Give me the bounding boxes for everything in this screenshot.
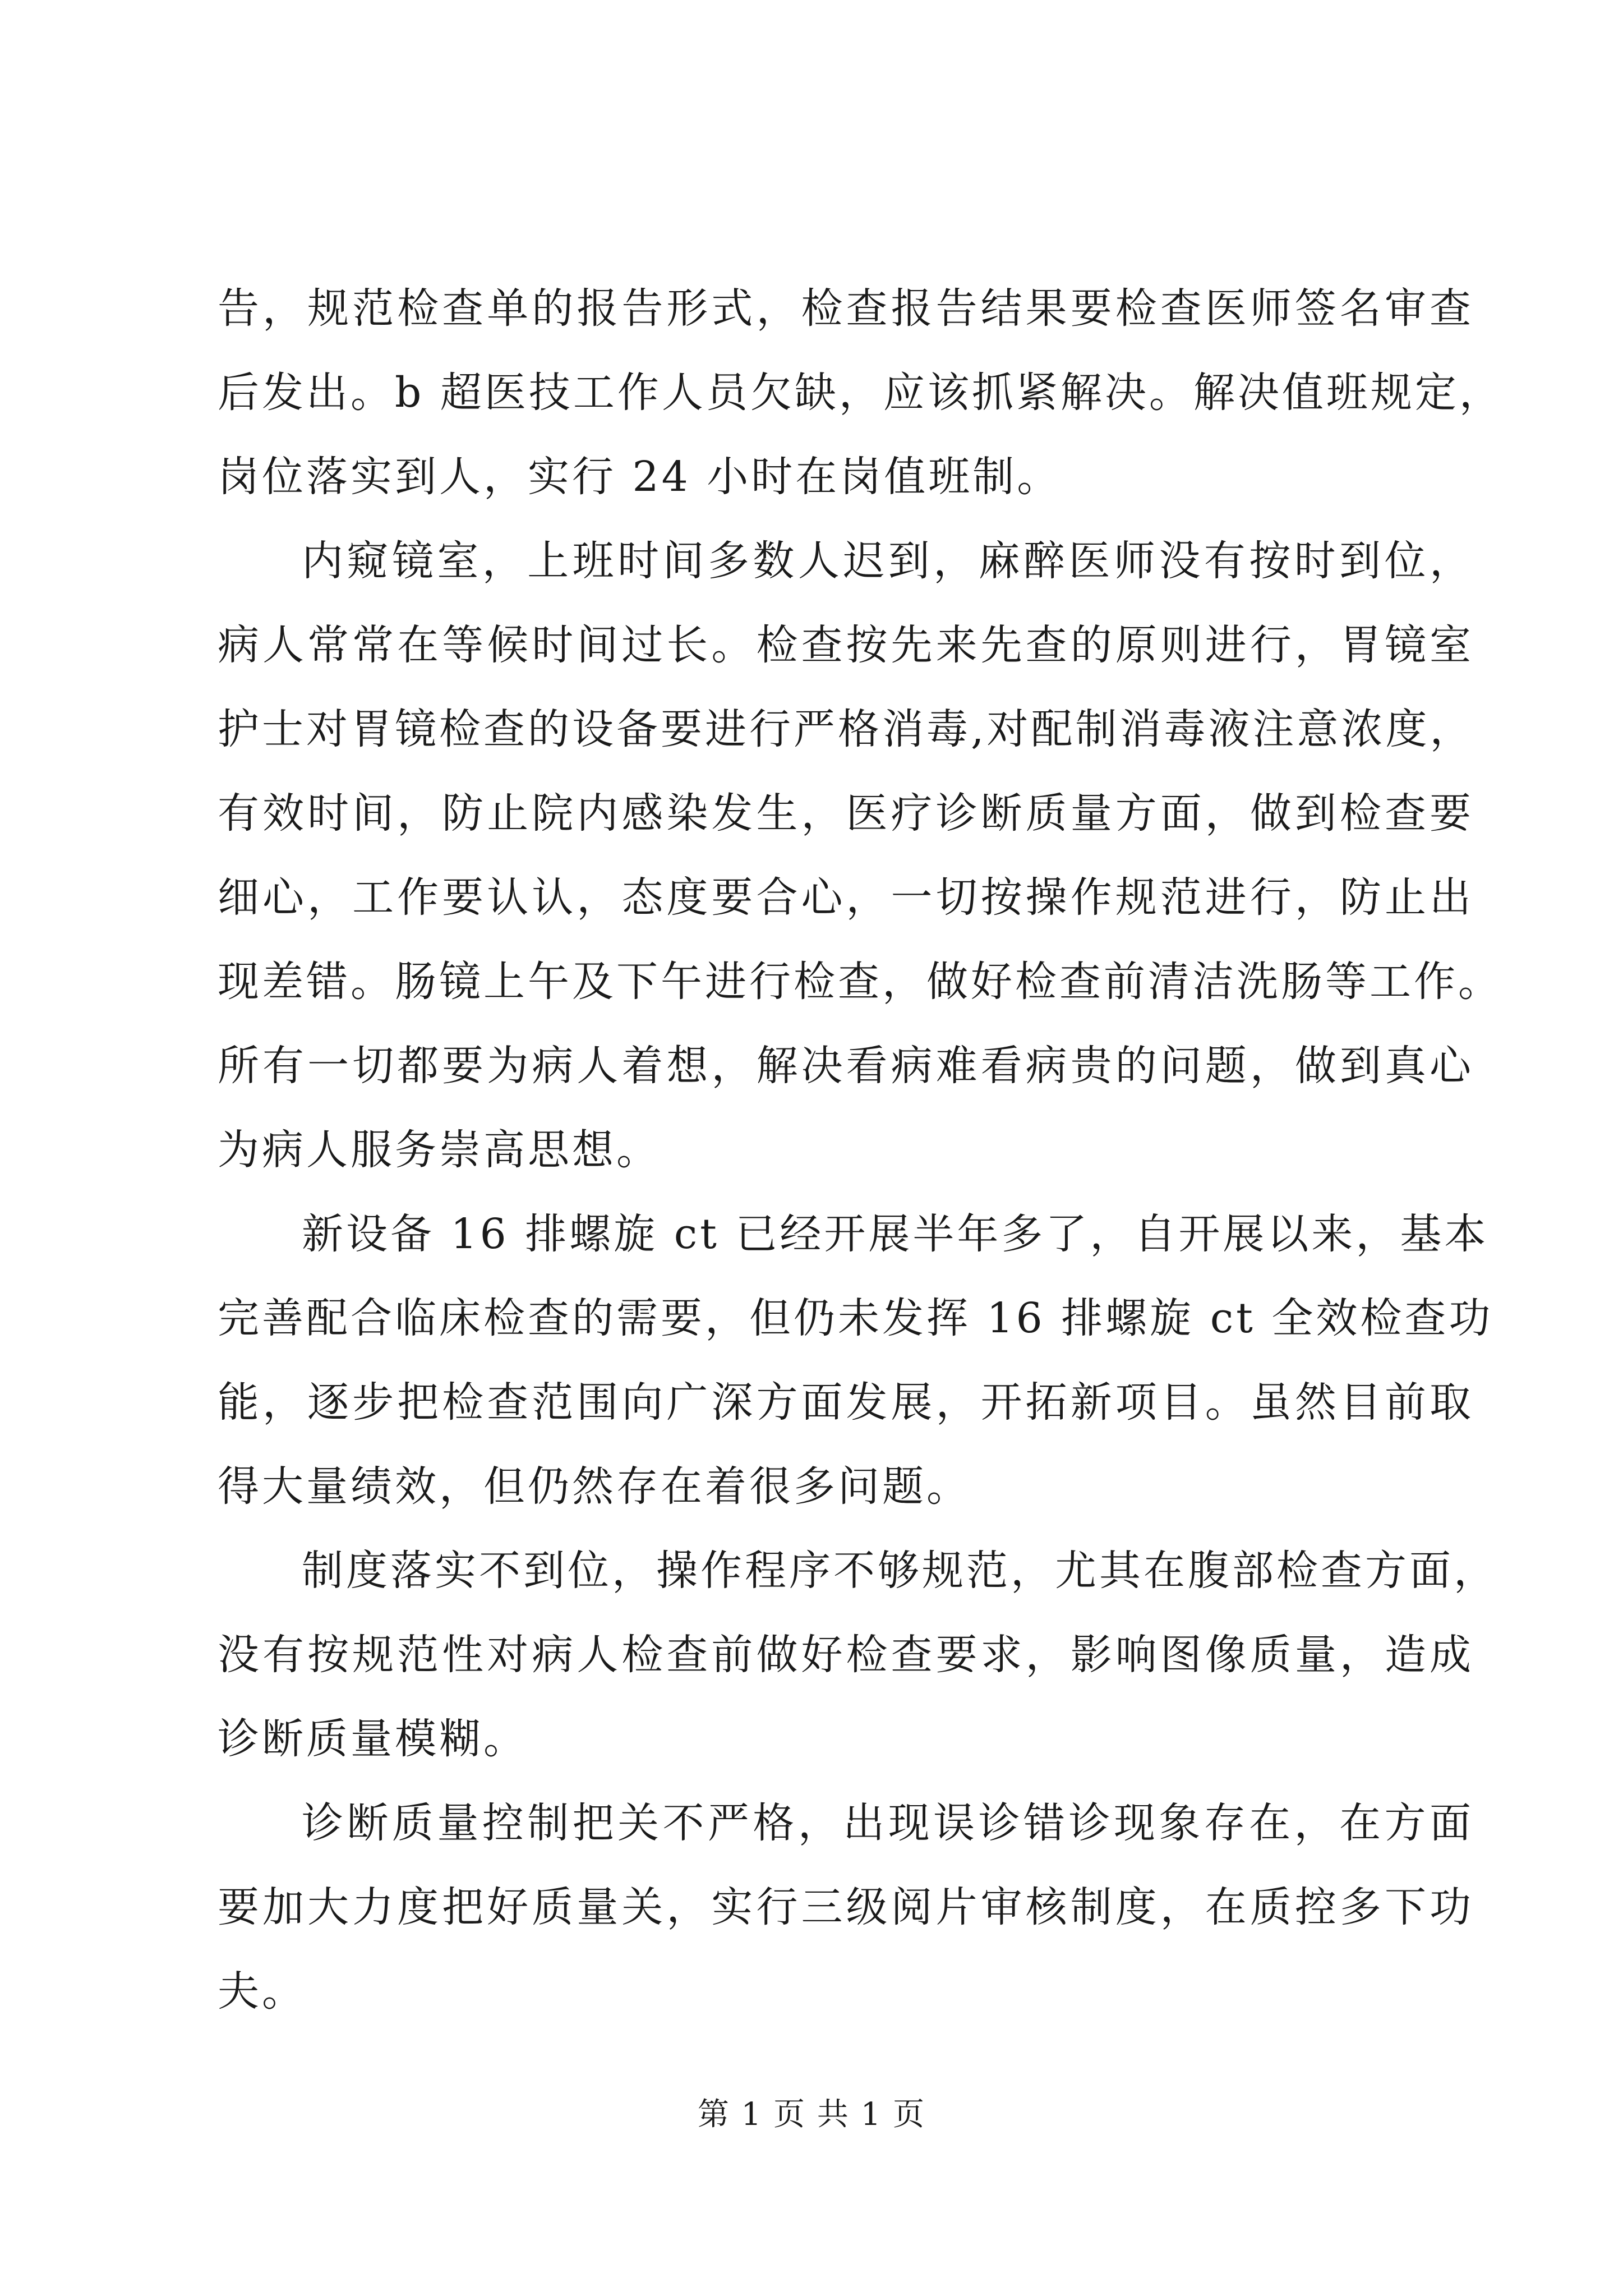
- text-line: 制度落实不到位，操作程序不够规范，尤其在腹部检查方面，: [302, 1547, 1498, 1595]
- text-line: 能，逐步把检查范围向广深方面发展，开拓新项目。虽然目前取: [218, 1378, 1474, 1427]
- paragraph-diagnosis-quality: [218, 1781, 1474, 2033]
- paragraph-b-ultrasound: [218, 266, 1504, 519]
- page-number-footer: 第 1 页 共 1 页: [697, 2096, 926, 2133]
- text-line: 诊断质量控制把关不严格，出现误诊错诊现象存在，在方面: [302, 1799, 1474, 1847]
- text-line: 为病人服务崇高思想。: [218, 1126, 661, 1174]
- text-line: 得大量绩效，但仍然存在着很多问题。: [218, 1462, 971, 1511]
- text-line: 要加大力度把好质量关，实行三级阅片审核制度，在质控多下功: [218, 1883, 1474, 1931]
- text-line: 内窥镜室，上班时间多数人迟到，麻醉医师没有按时到位，: [302, 537, 1474, 585]
- text-line: 现差错。肠镜上午及下午进行检查，做好检查前清洁洗肠等工作。: [218, 958, 1502, 1006]
- text-line: 后发出。b 超医技工作人员欠缺，应该抓紧解决。解决值班规定，: [218, 369, 1504, 417]
- text-line: 所有一切都要为病人着想，解决看病难看病贵的问题，做到真心: [218, 1042, 1474, 1090]
- text-line: 告，规范检查单的报告形式，检查报告结果要检查医师签名审查: [218, 284, 1474, 333]
- text-line: 岗位落实到人，实行 24 小时在岗值班制。: [218, 453, 1062, 501]
- document-body: [218, 266, 1504, 2033]
- text-line: 夫。: [218, 1967, 306, 2016]
- text-line: 有效时间，防止院内感染发生，医疗诊断质量方面，做到检查要: [218, 789, 1474, 838]
- text-line: 诊断质量模糊。: [218, 1715, 528, 1763]
- text-line: 新设备 16 排螺旋 ct 已经开展半年多了，自开展以来，基本: [302, 1210, 1489, 1258]
- text-line: 病人常常在等候时间过长。检查按先来先查的原则进行，胃镜室: [218, 621, 1474, 669]
- text-line: 没有按规范性对病人检查前做好检查要求，影响图像质量，造成: [218, 1631, 1474, 1679]
- text-line: 护士对胃镜检查的设备要进行严格消毒,对配制消毒液注意浓度，: [218, 705, 1474, 753]
- paragraph-ct-equipment: [218, 1192, 1493, 1529]
- text-line: 细心，工作要认认，态度要合心，一切按操作规范进行，防止出: [218, 873, 1474, 922]
- paragraph-endoscopy-room: [218, 519, 1502, 1192]
- paragraph-system-implementation: [218, 1529, 1498, 1781]
- text-line: 完善配合临床检查的需要，但仍未发挥 16 排螺旋 ct 全效检查功: [218, 1294, 1493, 1342]
